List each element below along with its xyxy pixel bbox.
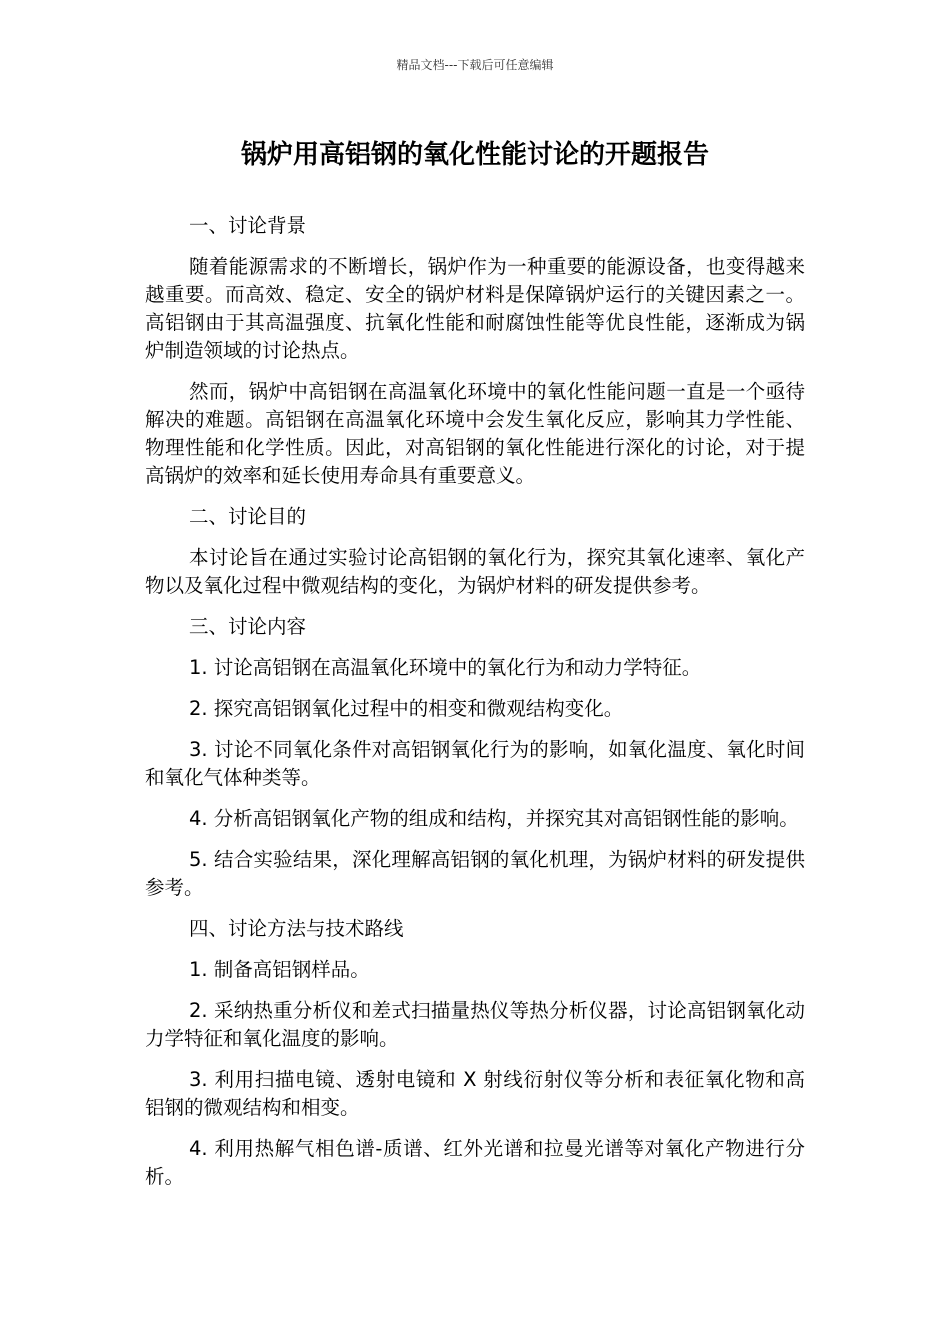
list-item: 2. 探究高铝钢氧化过程中的相变和微观结构变化。 xyxy=(189,697,624,720)
list-item: 1. 制备高铝钢样品。 xyxy=(189,958,370,981)
list-item: 3. 讨论不同氧化条件对高铝钢氧化行为的影响，如氧化温度、氧化时间和氧化气体种类等。 xyxy=(145,738,805,789)
list-item: 4. 利用热解气相色谱-质谱、红外光谱和拉曼光谱等对氧化产物进行分析。 xyxy=(145,1137,805,1188)
section-heading-content: 三、讨论内容 xyxy=(189,615,307,638)
document-body xyxy=(145,212,805,1204)
list-item: 1. 讨论高铝钢在高温氧化环境中的氧化行为和动力学特征。 xyxy=(189,656,702,679)
header-note: 精品文档---下载后可任意编辑 xyxy=(396,58,554,72)
paragraph: 然而，锅炉中高铝钢在高温氧化环境中的氧化性能问题一直是一个亟待解决的难题。高铝钢在高温氧化环境中会发生氧化反应，影响其力学性能、物理性能和化学性质。因此，对高铝钢的氧化性能进行深化的讨论，对于提高锅炉的效率和延长使用寿命具有重要意义。 xyxy=(145,380,805,487)
section-heading-methods: 四、讨论方法与技术路线 xyxy=(189,917,404,940)
section-heading-purpose: 二、讨论目的 xyxy=(189,505,307,528)
paragraph: 随着能源需求的不断增长，锅炉作为一种重要的能源设备，也变得越来越重要。而高效、稳定、安全的锅炉材料是保障锅炉运行的关键因素之一。高铝钢由于其高温强度、抗氧化性能和耐腐蚀性能等优良性能，逐渐成为锅炉制造领域的讨论热点。 xyxy=(145,255,805,362)
list-item: 2. 采纳热重分析仪和差式扫描量热仪等热分析仪器，讨论高铝钢氧化动力学特征和氧化温度的影响。 xyxy=(145,999,805,1050)
paragraph: 本讨论旨在通过实验讨论高铝钢的氧化行为，探究其氧化速率、氧化产物以及氧化过程中微观结构的变化，为锅炉材料的研发提供参考。 xyxy=(145,546,805,597)
document-title: 锅炉用高铝钢的氧化性能讨论的开题报告 xyxy=(240,140,709,170)
section-heading-background: 一、讨论背景 xyxy=(189,214,307,237)
list-item: 4. 分析高铝钢氧化产物的组成和结构，并探究其对高铝钢性能的影响。 xyxy=(189,807,799,830)
list-item: 3. 利用扫描电镜、透射电镜和 X 射线衍射仪等分析和表征氧化物和高铝钢的微观结构和相变。 xyxy=(145,1068,805,1119)
list-item: 5. 结合实验结果，深化理解高铝钢的氧化机理，为锅炉材料的研发提供参考。 xyxy=(145,848,805,899)
